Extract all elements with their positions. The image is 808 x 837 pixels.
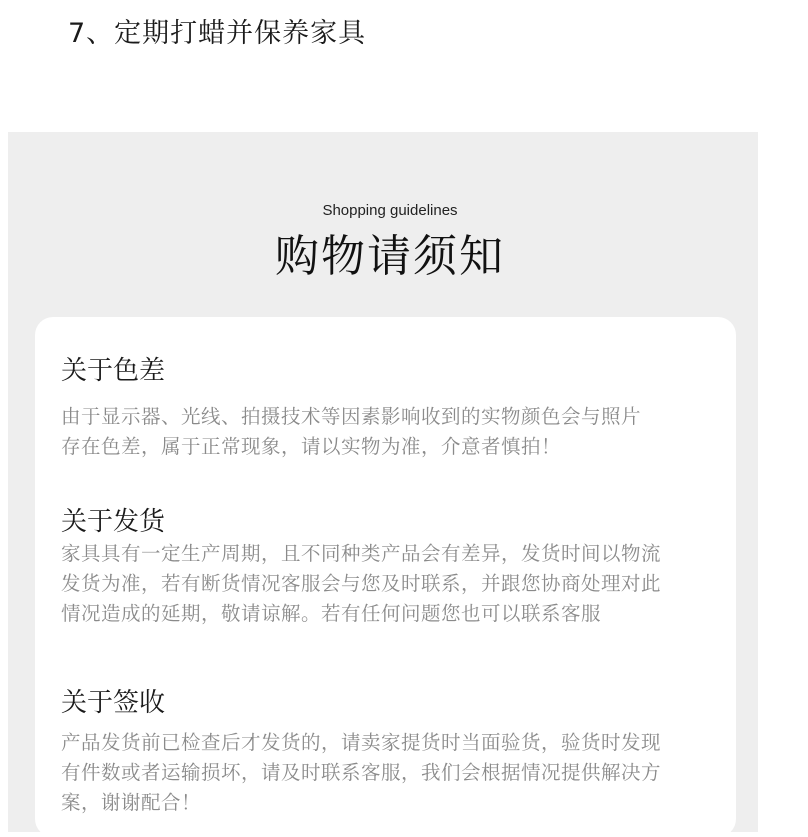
section-body: [61, 728, 701, 818]
body-line: 有件数或者运输损坏，请及时联系客服，我们会根据情况提供解决方: [61, 761, 662, 784]
section-color-difference: [61, 354, 701, 462]
section-receipt: [61, 686, 701, 818]
section-heading: 关于发货: [61, 507, 166, 537]
body-line: 产品发货前已检查后才发货的，请卖家提货时当面验货，验货时发现: [61, 731, 662, 754]
section-body: [61, 539, 701, 629]
body-line: 发货为准，若有断货情况客服会与您及时联系，并跟您协商处理对此: [61, 572, 662, 595]
body-line: 案，谢谢配合！: [61, 791, 202, 814]
section-heading: 关于签收: [61, 688, 166, 718]
body-line: 情况造成的延期，敬请谅解。若有任何问题您也可以联系客服: [61, 602, 602, 625]
section-heading: 关于色差: [61, 356, 166, 386]
section-shipping: [61, 505, 701, 629]
guide-title: 购物请须知: [275, 231, 505, 282]
body-line: 存在色差，属于正常现象，请以实物为准，介意者慎拍！: [61, 435, 562, 458]
section-body: [61, 402, 701, 462]
body-line: 家具具有一定生产周期，且不同种类产品会有差异，发货时间以物流: [61, 542, 662, 565]
care-tip-heading: 7、定期打蜡并保养家具: [68, 18, 367, 49]
body-line: 由于显示器、光线、拍摄技术等因素影响收到的实物颜色会与照片: [61, 405, 642, 428]
guide-subtitle: Shopping guidelines: [322, 202, 458, 219]
